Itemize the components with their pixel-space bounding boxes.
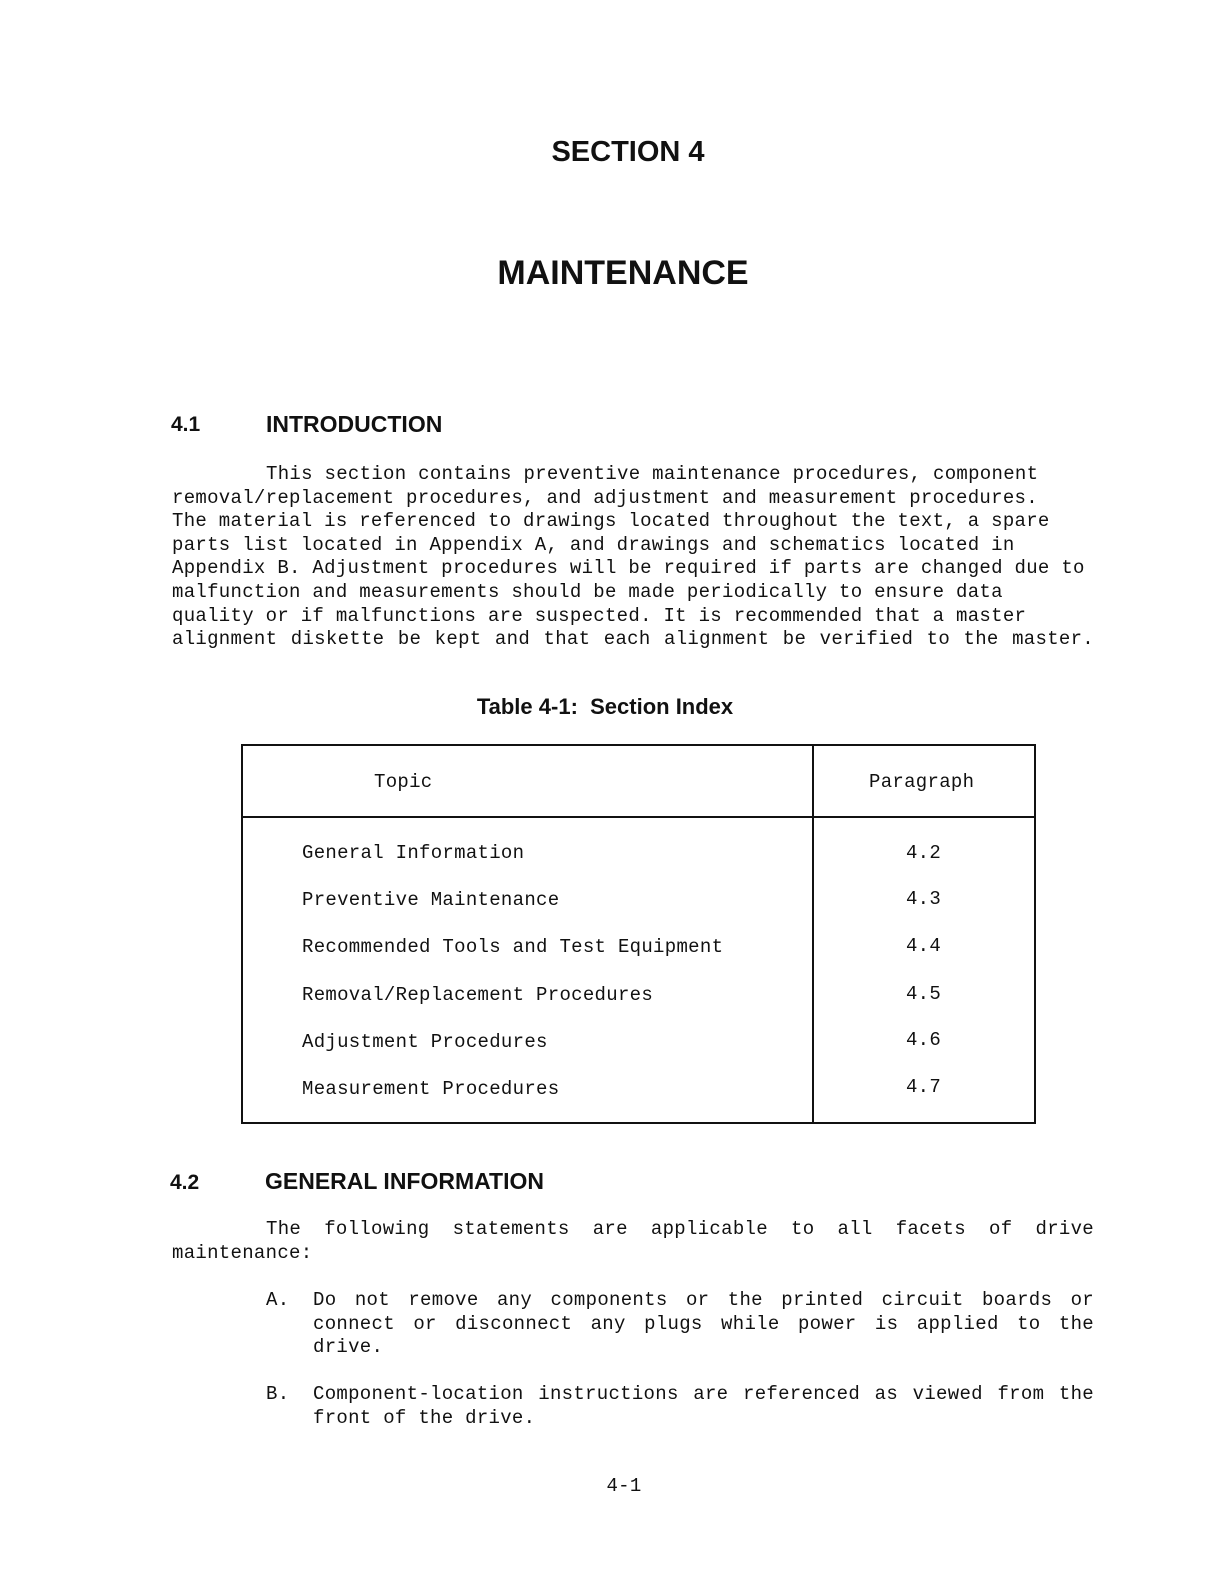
general-heading-number: 4.2 (170, 1171, 200, 1194)
column-divider (812, 746, 814, 1122)
table-cell-topic: Preventive Maintenance (302, 889, 560, 911)
table-cell-paragraph: 4.6 (905, 1029, 942, 1051)
table-cell-topic: Recommended Tools and Test Equipment (302, 936, 724, 958)
list-item-line: Do not remove any components or the printed circuit boards or (313, 1289, 1094, 1311)
table-cell-topic: Measurement Procedures (302, 1078, 560, 1100)
table-cell-topic: Adjustment Procedures (302, 1031, 548, 1053)
intro-heading-title: INTRODUCTION (266, 411, 443, 437)
general-line: maintenance: (172, 1241, 313, 1264)
table-cell-paragraph: 4.5 (905, 983, 942, 1005)
list-item-text (313, 1289, 1094, 1360)
intro-line: alignment diskette be kept and that each alignment be verified to the master. (172, 628, 1094, 651)
list-item-letter: B. (266, 1383, 290, 1405)
intro-line: removal/replacement procedures, and adjustment and measurement procedures. (172, 486, 1038, 509)
general-line: The following statements are applicable to all facets of drive (266, 1218, 1094, 1240)
table-cell-paragraph: 4.4 (905, 935, 942, 957)
intro-line: Appendix B. Adjustment procedures will be required if parts are changed due to (172, 557, 1085, 580)
table-cell-paragraph: 4.2 (905, 842, 942, 864)
list-item-line: front of the drive. (313, 1406, 536, 1429)
list-item-letter: A. (266, 1289, 290, 1311)
intro-line: This section contains preventive maintenance procedures, component (266, 463, 1039, 485)
general-heading-title: GENERAL INFORMATION (265, 1168, 544, 1194)
page-number: 4-1 (606, 1475, 642, 1497)
intro-heading-number: 4.1 (171, 413, 201, 436)
intro-line: parts list located in Appendix A, and drawings and schematics located in (172, 533, 1015, 556)
general-paragraph (172, 1218, 1094, 1265)
list-item-line: Component-location instructions are referenced as viewed from the (313, 1383, 1094, 1405)
section-index-table (241, 744, 1036, 1124)
column-header-topic: Topic (374, 771, 433, 793)
table-cell-paragraph: 4.3 (905, 888, 942, 910)
list-item-text (313, 1383, 1094, 1430)
list-item-line: connect or disconnect any plugs while power is applied to the (313, 1312, 1094, 1335)
intro-paragraph (172, 463, 1094, 652)
intro-line: malfunction and measurements should be made periodically to ensure data (172, 580, 1003, 603)
list-item-line: drive. (313, 1336, 384, 1359)
table-cell-topic: General Information (302, 842, 525, 864)
intro-line: The material is referenced to drawings located throughout the text, a spare (172, 510, 1050, 533)
table-caption: Table 4-1: Section Index (476, 694, 734, 719)
intro-line: quality or if malfunctions are suspected. It is recommended that a master (172, 604, 1027, 627)
section-title: MAINTENANCE (497, 254, 749, 292)
table-cell-paragraph: 4.7 (905, 1076, 942, 1098)
header-rule (243, 816, 1034, 818)
column-header-paragraph: Paragraph (869, 771, 975, 793)
table-cell-topic: Removal/Replacement Procedures (302, 984, 654, 1006)
section-number: SECTION 4 (551, 136, 705, 168)
